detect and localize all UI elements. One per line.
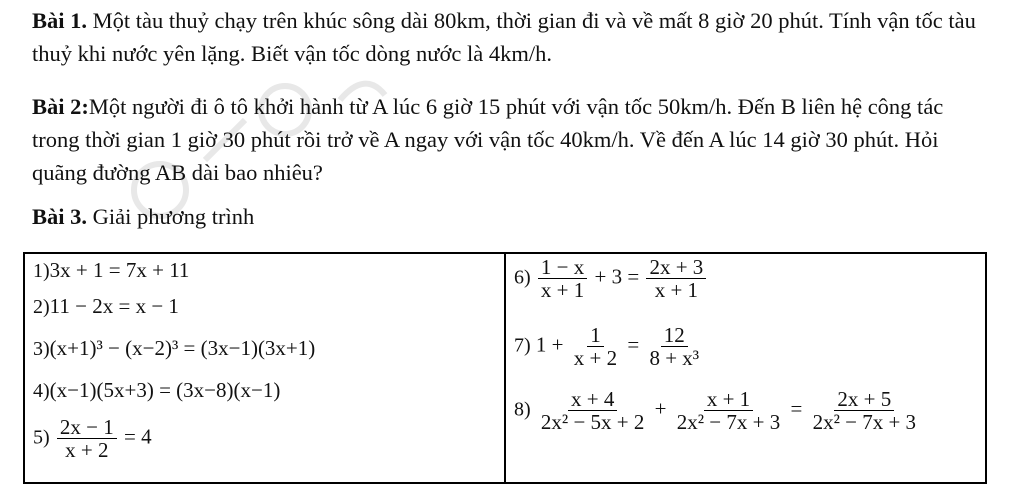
equation-column-left [24,253,505,483]
equation-4: 4)(x−1)(5x+3) = (3x−8)(x−1) [33,378,281,402]
problem-1-text: Một tàu thuỷ chạy trên khúc sông dài 80km, thời gian đi và về mất 8 giờ 20 phút. Tính vận tốc tàu thuỷ khi nước yên lặng. Biết vận tốc dòng nước là 4km/h. [32,8,976,66]
equation-8: 8) $\frac{x + 4}{\text{2x² − 5x + 2}}$ + $\frac{x + 1}{\text{2x² − 7x + 3}}$ = $\frac{2x + 5}{\text{2x² − 7x + 3}}$ [514,387,917,434]
equation-5: 5) $\frac{2x - 1}{x + 2}$ = 4 [33,415,152,462]
problem-3-text: Giải phương trình [87,204,255,229]
problem-2-text: Một người đi ô tô khởi hành từ A lúc 6 giờ 15 phút với vận tốc 50km/h. Đến B liên hệ công tác trong thời gian 1 giờ 30 phút rồi trở về A ngay với vận tốc 40km/h. Về đến A lúc 14 giờ 30 phút. Hỏi quãng đường AB dài bao nhiêu? [32,94,944,185]
equation-2: 2)11 − 2x = x − 1 [33,294,179,318]
equation-5-fraction: $\frac{2x - 1}{x + 2}$ [57,416,117,461]
problem-1 [32,4,992,70]
problem-2 [32,90,992,189]
equation-column-right [505,253,986,483]
equation-7: 7) 1 + $\frac{1}{x + 2}$ = $\frac{12}{\text{8 + x³}}$ [514,323,700,370]
equation-6: 6) $\frac{1 - x}{x + 1}$ + 3 = $\frac{2x + 3}{x + 1}$ [514,256,708,301]
equation-table [23,252,987,484]
equation-1: 1)3x + 1 = 7x + 11 [33,258,190,282]
equation-3: 3)(x+1)³ − (x−2)³ = (3x−1)(3x+1) [33,336,316,360]
problem-3 [32,200,992,233]
problem-2-label: Bài 2: [32,94,89,119]
problem-3-label: Bài 3. [32,204,88,229]
problem-1-label: Bài 1. [32,8,88,33]
